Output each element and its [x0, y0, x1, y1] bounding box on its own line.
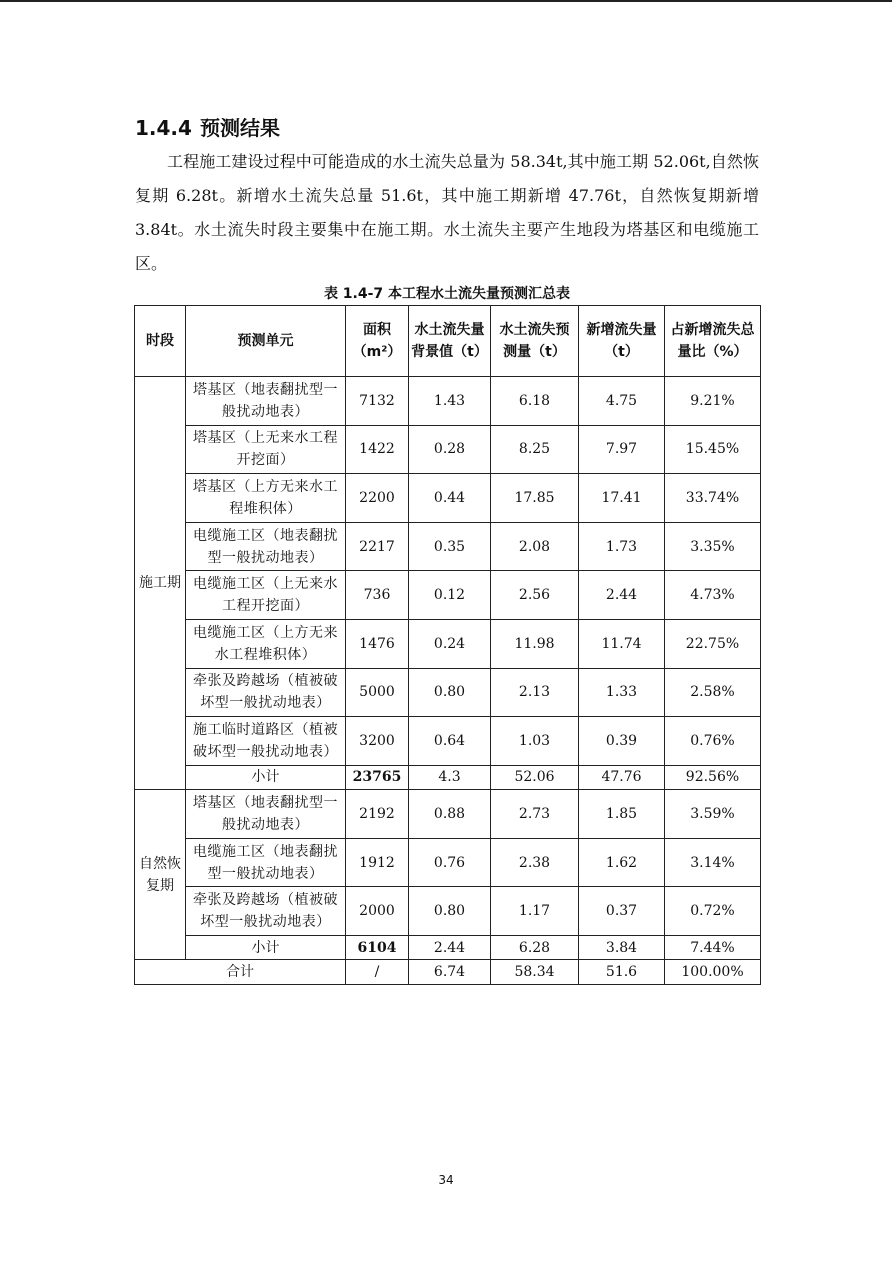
subtotal-label: 小计 [186, 765, 346, 789]
header-area: 面积（m²） [346, 306, 409, 377]
subtotal-background: 2.44 [409, 935, 491, 959]
background-cell: 0.80 [409, 668, 491, 717]
predicted-cell: 2.56 [491, 571, 579, 620]
total-background: 6.74 [409, 960, 491, 984]
new-cell: 1.62 [579, 838, 665, 887]
ratio-cell: 15.45% [665, 425, 761, 474]
background-cell: 0.64 [409, 717, 491, 766]
ratio-cell: 3.14% [665, 838, 761, 887]
top-border-line [0, 0, 892, 2]
background-cell: 1.43 [409, 377, 491, 426]
unit-cell: 施工临时道路区（植被破坏型一般扰动地表） [186, 717, 346, 766]
page-number: 34 [438, 1173, 454, 1187]
area-cell: 2217 [346, 522, 409, 571]
subtotal-new: 3.84 [579, 935, 665, 959]
new-cell: 1.73 [579, 522, 665, 571]
predicted-cell: 2.38 [491, 838, 579, 887]
table-row [135, 668, 761, 717]
total-area: / [346, 960, 409, 984]
table-row [135, 522, 761, 571]
section-heading [135, 112, 280, 141]
new-cell: 0.39 [579, 717, 665, 766]
ratio-cell: 0.72% [665, 887, 761, 936]
ratio-cell: 22.75% [665, 619, 761, 668]
ratio-cell: 3.35% [665, 522, 761, 571]
ratio-cell: 0.76% [665, 717, 761, 766]
subtotal-background: 4.3 [409, 765, 491, 789]
unit-cell: 牵张及跨越场（植被破坏型一般扰动地表） [186, 668, 346, 717]
ratio-cell: 9.21% [665, 377, 761, 426]
total-new: 51.6 [579, 960, 665, 984]
predicted-cell: 1.17 [491, 887, 579, 936]
subtotal-predicted: 6.28 [491, 935, 579, 959]
area-cell: 3200 [346, 717, 409, 766]
background-cell: 0.35 [409, 522, 491, 571]
new-cell: 1.85 [579, 790, 665, 839]
area-cell: 5000 [346, 668, 409, 717]
subtotal-ratio: 7.44% [665, 935, 761, 959]
area-cell: 1422 [346, 425, 409, 474]
table-row [135, 377, 761, 426]
area-cell: 1912 [346, 838, 409, 887]
subtotal-row-construction [135, 765, 761, 789]
total-label: 合计 [135, 960, 346, 984]
unit-cell: 塔基区（上无来水工程开挖面） [186, 425, 346, 474]
period-cell-construction: 施工期 [135, 377, 186, 790]
total-predicted: 58.34 [491, 960, 579, 984]
unit-cell: 电缆施工区（地表翻扰型一般扰动地表） [186, 522, 346, 571]
predicted-cell: 17.85 [491, 474, 579, 523]
predicted-cell: 8.25 [491, 425, 579, 474]
ratio-cell: 3.59% [665, 790, 761, 839]
table-row [135, 474, 761, 523]
header-new: 新增流失量（t） [579, 306, 665, 377]
table-row [135, 425, 761, 474]
table-row [135, 887, 761, 936]
table-header-row [135, 306, 761, 377]
background-cell: 0.88 [409, 790, 491, 839]
table-caption: 表 1.4-7 本工程水土流失量预测汇总表 [323, 286, 571, 302]
background-cell: 0.76 [409, 838, 491, 887]
new-cell: 17.41 [579, 474, 665, 523]
new-cell: 4.75 [579, 377, 665, 426]
table-row [135, 619, 761, 668]
area-cell: 736 [346, 571, 409, 620]
predicted-cell: 1.03 [491, 717, 579, 766]
subtotal-label: 小计 [186, 935, 346, 959]
background-cell: 0.28 [409, 425, 491, 474]
new-cell: 11.74 [579, 619, 665, 668]
subtotal-new: 47.76 [579, 765, 665, 789]
unit-cell: 电缆施工区（上方无来水工程堆积体） [186, 619, 346, 668]
unit-cell: 电缆施工区（上无来水工程开挖面） [186, 571, 346, 620]
new-cell: 7.97 [579, 425, 665, 474]
total-row [135, 960, 761, 984]
total-ratio: 100.00% [665, 960, 761, 984]
new-cell: 1.33 [579, 668, 665, 717]
new-cell: 2.44 [579, 571, 665, 620]
table-row [135, 717, 761, 766]
new-cell: 0.37 [579, 887, 665, 936]
header-predicted: 水土流失预测量（t） [491, 306, 579, 377]
unit-cell: 塔基区（地表翻扰型一般扰动地表） [186, 377, 346, 426]
predicted-cell: 2.73 [491, 790, 579, 839]
unit-cell: 电缆施工区（地表翻扰型一般扰动地表） [186, 838, 346, 887]
subtotal-area: 6104 [346, 935, 409, 959]
background-cell: 0.24 [409, 619, 491, 668]
subtotal-row-recovery [135, 935, 761, 959]
table-row [135, 790, 761, 839]
predicted-cell: 2.08 [491, 522, 579, 571]
unit-cell: 塔基区（地表翻扰型一般扰动地表） [186, 790, 346, 839]
subtotal-predicted: 52.06 [491, 765, 579, 789]
subtotal-ratio: 92.56% [665, 765, 761, 789]
section-number: 1.4.4 [135, 116, 192, 140]
section-title: 预测结果 [199, 116, 280, 140]
area-cell: 2000 [346, 887, 409, 936]
unit-cell: 塔基区（上方无来水工程堆积体） [186, 474, 346, 523]
header-background: 水土流失量背景值（t） [409, 306, 491, 377]
area-cell: 2192 [346, 790, 409, 839]
unit-cell: 牵张及跨越场（植被破坏型一般扰动地表） [186, 887, 346, 936]
header-ratio: 占新增流失总量比（%） [665, 306, 761, 377]
ratio-cell: 4.73% [665, 571, 761, 620]
area-cell: 7132 [346, 377, 409, 426]
header-period: 时段 [135, 306, 186, 377]
subtotal-area: 23765 [346, 765, 409, 789]
background-cell: 0.12 [409, 571, 491, 620]
period-cell-recovery: 自然恢复期 [135, 790, 186, 960]
predicted-cell: 6.18 [491, 377, 579, 426]
predicted-cell: 11.98 [491, 619, 579, 668]
ratio-cell: 2.58% [665, 668, 761, 717]
ratio-cell: 33.74% [665, 474, 761, 523]
soil-loss-summary-table [134, 305, 761, 985]
predicted-cell: 2.13 [491, 668, 579, 717]
body-paragraph: 工程施工建设过程中可能造成的水土流失总量为 58.34t,其中施工期 52.06t,自然恢复期 6.28t。新增水土流失总量 51.6t，其中施工期新增 47.76t，自然恢复期新增 3.84t。水土流失时段主要集中在施工期。水土流失主要产生地段为塔基区和电缆施工区。 [135, 152, 759, 273]
table-row [135, 838, 761, 887]
table-row [135, 571, 761, 620]
area-cell: 1476 [346, 619, 409, 668]
background-cell: 0.80 [409, 887, 491, 936]
background-cell: 0.44 [409, 474, 491, 523]
area-cell: 2200 [346, 474, 409, 523]
header-unit: 预测单元 [186, 306, 346, 377]
